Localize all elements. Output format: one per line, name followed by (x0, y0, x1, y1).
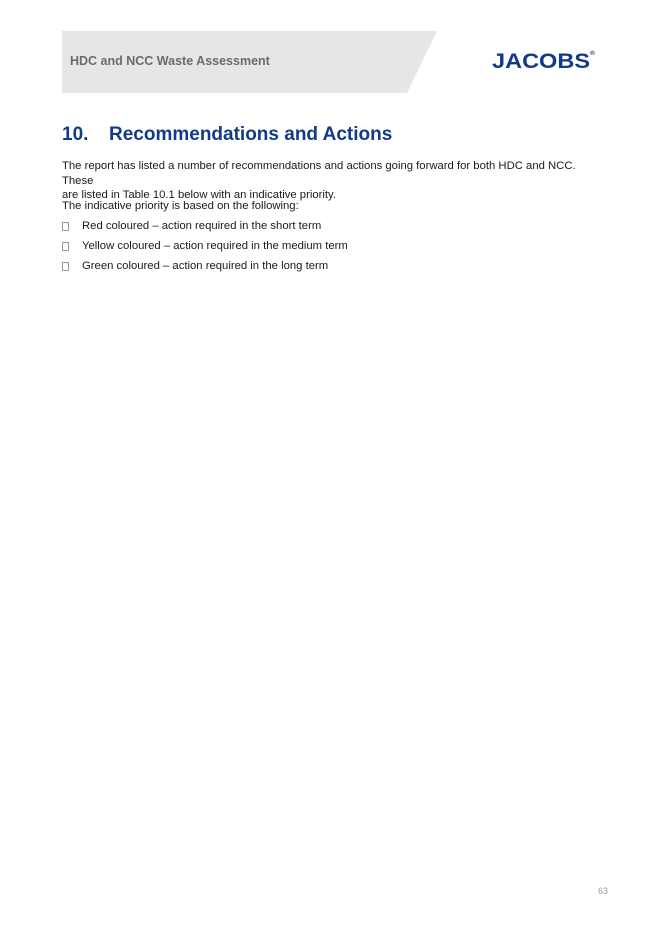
registered-mark: ® (590, 51, 595, 57)
list-item (62, 239, 348, 259)
intro-line-2: are listed in Table 10.1 below with an indicative priority. (62, 189, 336, 201)
section-title: Recommendations and Actions (109, 124, 393, 145)
list-item-text: Yellow coloured – action required in the medium term (82, 240, 348, 252)
intro-line-1: The report has listed a number of recommendations and actions going forward for both HDC and NCC. These (62, 160, 576, 187)
bullet-box-icon (62, 242, 69, 251)
document-title: HDC and NCC Waste Assessment (70, 54, 270, 68)
page-number: 63 (598, 886, 609, 896)
logo-text: JACOBS (492, 50, 591, 73)
intro-paragraph (62, 159, 607, 203)
bullet-box-icon (62, 222, 69, 231)
section-heading (62, 124, 392, 146)
list-item (62, 259, 348, 279)
list-item-text: Red coloured – action required in the short term (82, 220, 322, 232)
section-number: 10. (62, 124, 89, 145)
jacobs-logo (492, 50, 595, 74)
bullet-box-icon (62, 262, 69, 271)
list-item-text: Green coloured – action required in the long term (82, 260, 329, 272)
priority-intro: The indicative priority is based on the following: (62, 200, 299, 212)
list-item (62, 219, 348, 239)
priority-list (62, 219, 348, 279)
